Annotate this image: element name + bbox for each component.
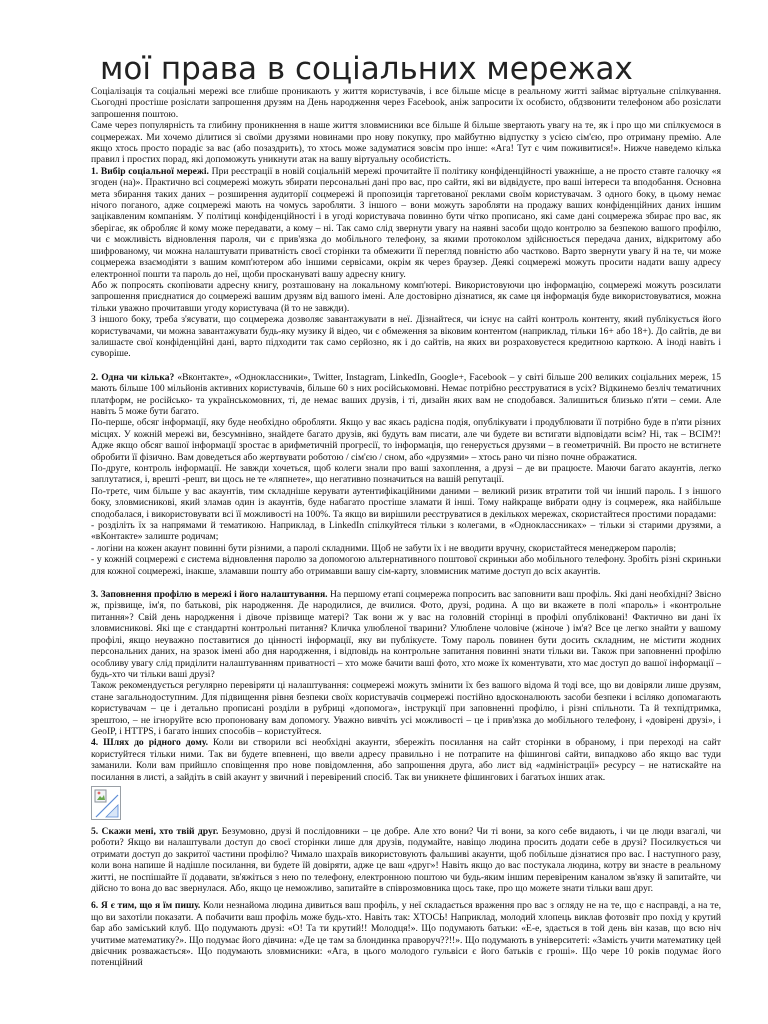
section-2-paragraph: По-перше, обсяг інформації, яку буде необхідно обробляти. Якщо у вас якась радісна подія, опублікувати і продублювати її потрібно буде в п'яти різних місцях. У кожній мережі ви, безсумнівно, знайдете багато друзів, які будуть вам писати, але чи будете ви встигати відповідати всім? Ні, так – ВСІМ?! Адже якщо обсяг вашої інформації зростає в арифметичній прогресії, то інформація, що генерується друзями – в геометричній. Ви просто не встигнете обробити її фізично. Вам доведеться або жертвувати роботою / сім'єю / сном, або «друзями» – хтось рано чи пізно почне ображатися. (91, 417, 721, 463)
section-6-paragraph (91, 900, 721, 968)
section-3-paragraph (91, 589, 721, 680)
section-1-paragraph: Або ж попросять скопіювати адресну книгу, розташовану на локальному комп'ютері. Використовуючи цю інформацію, соцмережі можуть розсилати запрошення приєднатися до соцмережі вашим друзям від вашого імені. Але достовірно дізнатися, як саме ця інформація буде використовуватися, можна тільки уважно прочитавши угоду користувача (й то не завжди). (91, 279, 721, 314)
intro-paragraph: Соціалізація та соціальні мережі все глибше проникають у життя користувачів, і все більше місце в реальному житті займає віртуальне спілкування. Сьогодні простіше розіслати запрошення друзям на День народження через Facebook, аніж запросити їх особисто, обдзвонити телефоном або розіслати запрошення поштою. (91, 86, 721, 120)
section-text: Безумовно, друзі й послідовники – це добре. Але хто вони? Чи ті вони, за кого себе видають, і чи це люди взагалі, чи роботи? Якщо ви налаштували доступ до своєї сторінки лише для друзів, подумайте, навіщо людина просить додати себе в друзі? Посилкується чи отримати доступ до закритої частини профілю? Чимало шахраїв використовують фальшиві акаунти, щоб побільше дізнатися про вас. І наступного разу, коли вона напише й надішле посилання, ви будете їй довіряти, адже це ваш «друг»! Навіть якщо до вас постукала людина, котру ви знаєте в реальному житті, не поспішайте її додавати, зв'яжіться з нею по телефону, електронною поштою чи будь-яким іншим перевіреним каналом зв'язку й запитайте, чи дійсно то вона до вас звернулася. Або, якщо це неможливо, запитайте в співрозмовника щось таке, про що можете знати тільки ваш друг. (91, 825, 721, 894)
section-heading: 5. Скажи мені, хто твій друг. (91, 825, 219, 837)
intro-paragraph: Саме через популярність та глибину проникнення в наше життя зловмисники все більше й більше звертають увагу на те, як і про що ми спілкуємося в соцмережах. Ми хочемо ділитися зі своїми друзями новинами про нову покупку, про майбутню відпустку з усією сім'єю, про отриману премію. Але якщо хтось просто порадіє за вас (або позаздрить), то хтось може задуматися зовсім про інше: «Ага! Тут є чим поживитися!». Нижче наведемо кілька правил і простих порад, які допоможуть уникнути атак на вашу віртуальну особистість. (91, 120, 721, 166)
section-2-list-item: - у кожній соцмережі є система відновлення паролю за допомогою альтернативного поштової скриньки або мобільного телефону. Зробіть різні скриньки для кожної соцмережі, інакше, зламавши пошту або отримавши вашу сім-карту, зловмисник матиме доступ до всіх акаунтів. (91, 554, 721, 577)
section-text: Коли ви створили всі необхідні акаунти, збережіть посилання на сайт сторінки в обраному, і при переході на сайт користуйтеся тільки ними. Так ви будете впевнені, що ввели адресу правильно і не потрапите на фішингові сайти, випадково або якщо вас туди заманили. Коли вам прийшло сповіщення про нове повідомлення, або запрошення друга, або лист від «адміністрації» ресурсу – не натискайте на посилання в листі, а зайдіть в свій акаунт у звичний і перевірений спосіб. Так ви уникнете фішингових і багатьох інших атак. (91, 737, 721, 783)
section-1-paragraph: З іншого боку, треба з'ясувати, що соцмережа дозволяє завантажувати в неї. Дізнайтеся, чи існує на сайті контроль контенту, який публікується його користувачами, чи можна завантажувати будь-яку музику й відео, чи є обмеження за віковим контентом (наприклад, тільки 16+ або 18+). До сайтів, де ви залишаєте свої конфіденційні дані, варто підходити так само серйозно, як і до сайтів, на яких ви розраховуєтеся кредитною карткою. А іноді навіть і суворіше. (91, 314, 721, 360)
section-5-paragraph (91, 826, 721, 894)
section-text: Коли незнайома людина дивиться ваш профіль, у неї складається враження про вас з огляду не на те, що є насправді, а на те, що ви захотіли показати. А побачити ваш профіль може будь-хто. Навіть так: ХТОСЬ! Наприклад, молодий хлопець виклав фотозвіт про похід у крутий бар або заміський клуб. Що подумають друзі: «О! Та ти крутий!! Молодця!». Що подумають батьки: «Е-е, здається в той день він казав, що всю ніч учитиме математику?». Що подумає його дівчина: «Де це там за блондинка праворуч??!!». Що подумають в університеті: «Замість учити математику цей двієчник розважається». Що подумають зловмисники: «Ага, в цього молодого гульвіси є його батьків є гроші». Що чере 10 років подумає його потенційний (91, 900, 721, 969)
section-2-list-item: - логіни на кожен акаунт повинні бути різними, а паролі складними. Щоб не забути їх і не вводити вручну, скористайтеся менеджером паролів; (91, 542, 676, 554)
page-title: мої права в соціальних мережах (100, 51, 633, 87)
section-2-paragraph: По-третє, чим більше у вас акаунтів, тим складніше керувати аутентифікаційними даними – великий ризик втратити той чи інший пароль. І з іншого боку, зловмисникові, який зламав один із акаунтів, буде набагато простіше зламати й інші. Тому найкраще вибрати одну із соцмереж, яка найбільше сподобалася, і використовувати всі її можливості на 100%. Та якщо ви вирішили реєструватися в декількох мережах, скористайтеся простими порадами: (91, 485, 721, 520)
document-body (91, 86, 721, 969)
section-2-list-item: - розділіть їх за напрямами й тематикою. Наприклад, в LinkedIn спілкуйтеся тільки з колегами, в «Одноклассниках» – тільки зі старими друзями, а «вКонтакте» залиште родичам; (91, 520, 721, 543)
section-heading: 1. Вибір соціальної мережі. (91, 165, 209, 177)
section-heading: 2. Одна чи кілька? (91, 371, 175, 383)
section-heading: 4. Шлях до рідного дому. (91, 737, 209, 749)
section-4-paragraph (91, 737, 721, 783)
section-text: На першому етапі соцмережа попросить вас заповнити ваш профіль. Які дані необхідні? Звісно ж, прізвище, ім'я, по батькові, рік народження. Де народилися, де вчилися. Фото, друзі, родина. А що ви вкажете в полі «пароль» і «контрольне питання»? Свій день народження і дівоче прізвище матері? Так вони ж у вас на головній сторінці в профілі опубліковані! Фактично ви дані їх зловмисникові. Які ще є стандартні контрольні питання? Кличка улюбленої тварини? Улюблене чоловіче (жіноче ) ім'я? Все це легко знайти у вашому профілі, якщо неуважно поставитися до цінності інформації, яку ви публікуєте. Тому пароль повинен бути досить складним, не містити жодних персональних даних, на зразок імені або дня народження, і відповідь на контрольне запитання повинні знати тільки ви. Також при заповненні профілю особливу увагу слід приділити налаштуванням приватності – хто може бачити ваші фото, хто може їх коментувати, хто має доступ до вашої інформації – будь-хто чи тільки ваші друзі? (91, 589, 722, 680)
section-text: При реєстрації в новій соціальній мережі прочитайте її політику конфіденційності уважніше, а не просто ставте галочку «я згоден (на)». Практично всі соцмережі можуть збирати персональні дані про вас, про сайти, які ви відвідуєте, про ваші інтереси та вподобання. Основна мета збирання таких даних – розширення аудиторії соцмережі й пропозиція таргетованої реклами своїм користувачам. З одного боку, в цьому немає нічого поганого, адже соцмережі мають на чомусь заробляти. З іншого – вони можуть заробляти на продажу ваших конфіденційних даних іншим зацікавленим компаніям. У політиці конфіденційності і в угоді користувача повинно бути чітко прописано, які саме дані соцмережа збирає про вас, як зберігає, як обробляє й кому може передавати, а кому – ні. Так само слід звернути увагу на наявні засоби щодо контролю за безпекою вашого профілю, чи є можливість відновлення пароля, чи є прив'язка до мобільного телефону, за якими протоколом здійснюється передача даних, відкритому або шифрованому, чи можна налаштувати приватність своєї сторінки та обмежити її перегляд повністю або частково. Варто звернути увагу й на те, чи може соцмережа взаємодіяти з вашим комп'ютером або іншими сервісами, окрім як через браузер. Деякі соцмережі можуть просити надати вашу адресу електронної пошти та пароль до неї, щоби проскануваті вашу адресну книгу. (91, 165, 721, 280)
section-2-paragraph (91, 372, 721, 418)
section-text: «Вконтакте», «Одноклассники», Twitter, Instagram, LinkedIn, Google+, Facebook – у світі більше 200 великих соціальних мереж, 15 мають більше 100 мільйонів активних користувачів, більше 60 з них російськомовні. Немає потрібно реєструватися в усіх? Відкинемо безліч тематичних платформ, не російсько- та українськомовних, ті, де немає ваших друзів, і ті, дизайн яких вам не сподобався. Залишиться близько п'яти – семи. Але навіть 5 може бути багато. (91, 371, 722, 417)
spacer (91, 577, 721, 589)
section-2-paragraph: По-друге, контроль інформації. Не завжди хочеться, щоб колеги знали про ваші захоплення, а друзі – де ви працюєте. Маючи багато акаунтів, легко заплутатися, і, врешті -решт, ви щось не те «ляпнете», що негативно позначиться на вашій репутації. (91, 463, 721, 486)
broken-image-icon-graphic (92, 787, 120, 819)
broken-image-icon (91, 786, 121, 820)
section-3-paragraph: Також рекомендується регулярно перевіряти ці налаштування: соцмережі можуть змінити їх без вашого відома й тоді все, що ви довіряли лише друзям, стане загальнодоступним. Для підвищення рівня безпеки своїх користувачів соцмережі постійно вдосконалюють засоби безпеки і всіляко допомагають користувачам – це і детально прописані розділи в рубриці «допомога», інструкції при заповненні профілю, і різні спільноти. Та й техпідтримка, зрештою, – не ігноруйте всю пропоновану вам допомогу. Уважно вивчіть усі можливості – це і прив'язка до мобільного телефону, і «довірені друзі», і GeoIP, і HTTPS, і багато інших способів – користуйтеся. (91, 680, 721, 737)
spacer (91, 360, 721, 372)
section-heading: 3. Заповнення профілю в мережі і його налаштування. (91, 589, 328, 601)
section-1-paragraph (91, 166, 721, 280)
section-heading: 6. Я є тим, що я їм пишу. (91, 900, 201, 912)
